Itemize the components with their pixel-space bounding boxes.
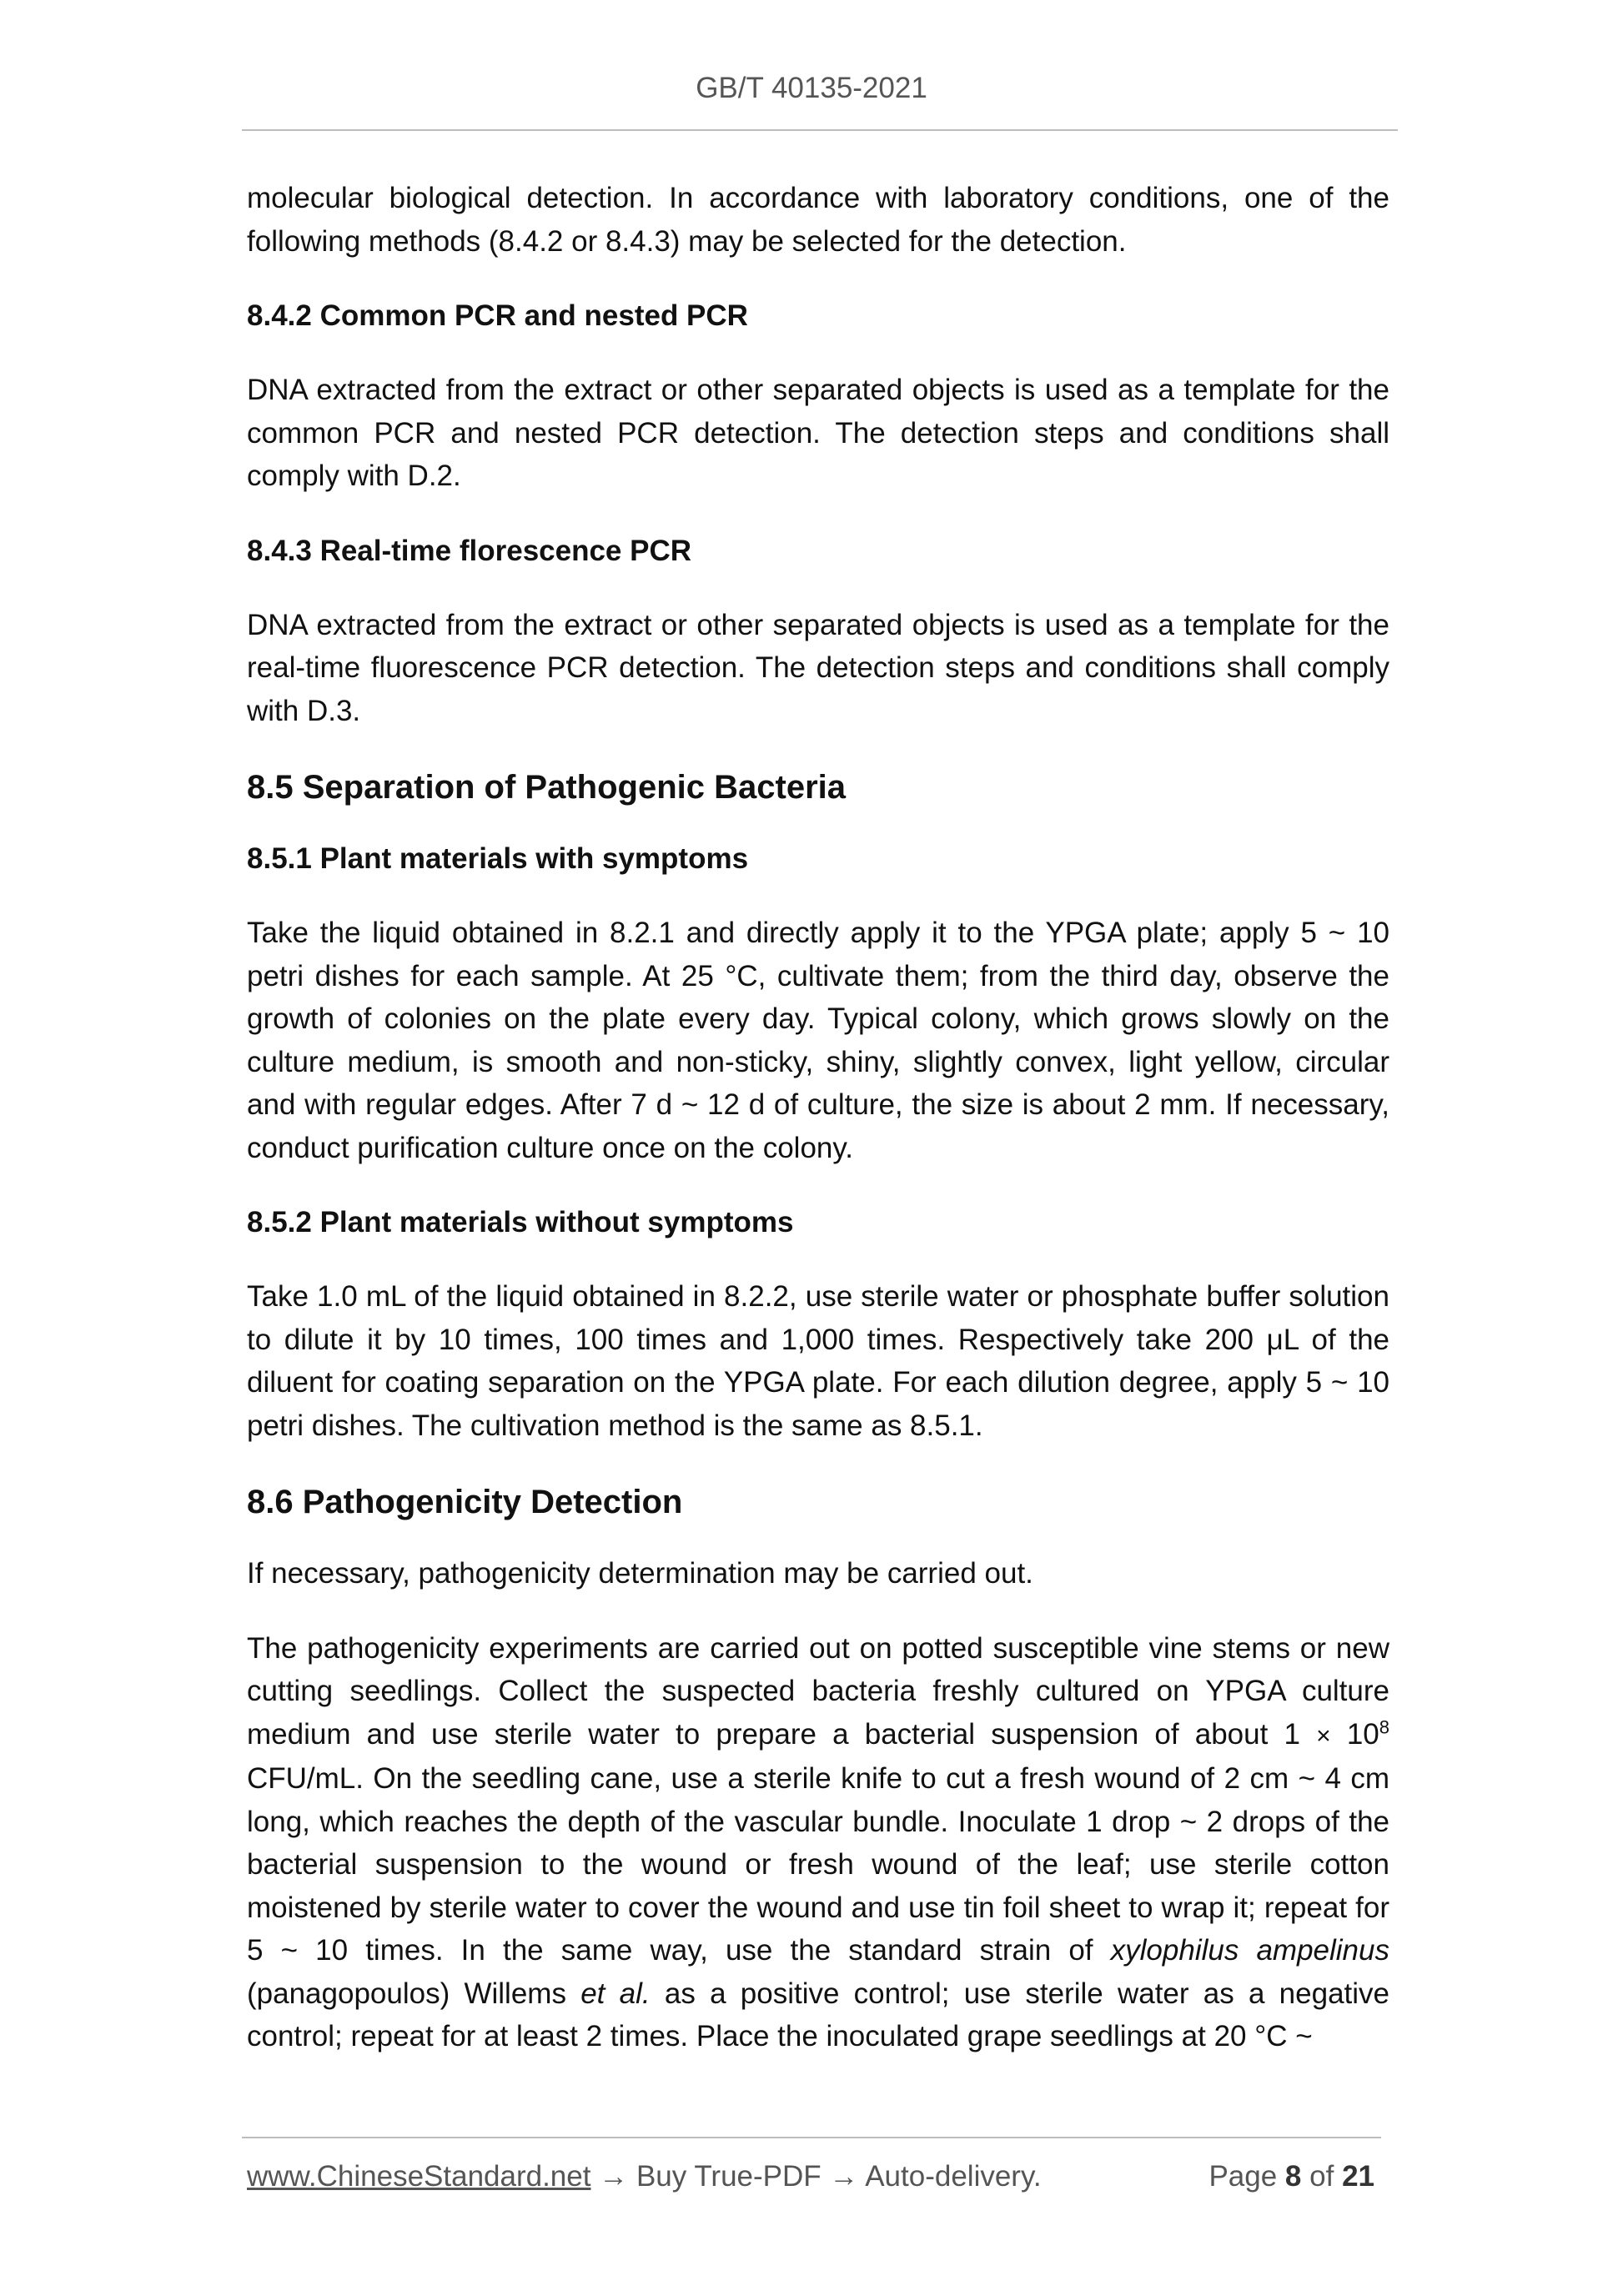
paragraph-8-4-3: DNA extracted from the extract or other separated objects is used as a template for the real-time fluorescence PCR detection. The detection steps and conditions shall comply with D.3. [247,608,1389,727]
method-text-part-3: (panagopoulos) Willems [247,1977,566,2010]
page-indicator [1208,2160,1374,2193]
delivery-text: Auto-delivery. [865,2160,1042,2193]
intro-paragraph: molecular biological detection. In accordance with laboratory conditions, one of the following methods (8.4.2 or 8.4.3) may be selected for the detection. [247,182,1389,258]
page-word: Page [1208,2160,1278,2193]
total-pages-number: 21 [1342,2160,1374,2193]
header-divider [242,129,1398,131]
heading-8-5: 8.5 Separation of Pathogenic Bacteria [247,769,846,806]
heading-8-5-1: 8.5.1 Plant materials with symptoms [247,842,749,875]
document-id: GB/T 40135-2021 [696,72,927,104]
arrow-right-icon: → [599,2160,629,2193]
heading-8-5-2: 8.5.2 Plant materials without symptoms [247,1206,794,1238]
current-page-number: 8 [1284,2160,1302,2193]
species-name: xylophilus ampelinus [1110,1934,1389,1967]
multiplication-sign: × [1316,1721,1331,1750]
footer-divider [242,2137,1381,2138]
method-text-part-1: The pathogenicity experiments are carried out on potted susceptible vine stems or new cutting seedlings. Collect the suspected bacteria freshly cultured on YPGA culture medium and use sterile water to prepare a bacterial suspension of about 1 [247,1631,1389,1751]
of-word: of [1309,2160,1334,2193]
method-text-part-4: as a positive control; use sterile water as a negative control; repeat for at least 2 times. Place the inoculated grape seedlings at 20 °C ~ [247,1977,1390,2052]
paragraph-8-4-2: DNA extracted from the extract or other separated objects is used as a template for the common PCR and nested PCR detection. The detection steps and conditions shall comply with D.2. [247,374,1389,492]
concentration-exponent: 8 [1379,1716,1389,1737]
paragraph-8-6-method [247,1627,1389,2058]
document-header [0,72,1623,105]
heading-8-6: 8.6 Pathogenicity Detection [247,1484,683,1520]
page-footer [247,2160,1381,2193]
page-body [247,177,1389,2090]
website-link[interactable]: www.ChineseStandard.net [247,2160,591,2193]
concentration-base: 10 [1346,1717,1379,1751]
et-al: et al. [580,1977,651,2010]
paragraph-8-6-intro: If necessary, pathogenicity determination may be carried out. [247,1557,1033,1590]
heading-8-4-3: 8.4.3 Real-time florescence PCR [247,534,692,567]
arrow-right-icon: → [829,2160,859,2193]
paragraph-8-5-1: Take the liquid obtained in 8.2.1 and directly apply it to the YPGA plate; apply 5 ~ 10 petri dishes for each sample. At 25 °C, cultivate them; from the third day, observe the growth of colonies on the plate every day. Typical colony, which grows slowly on the culture medium, is smooth and non-sticky, shiny, slightly convex, light yellow, circular and with regular edges. After 7 d ~ 12 d of culture, the size is about 2 mm. If necessary, conduct purification culture once on the colony. [247,917,1389,1164]
method-text-part-2: CFU/mL. On the seedling cane, use a sterile knife to cut a fresh wound of 2 cm ~ 4 cm long, which reaches the depth of the vascular bundle. Inoculate 1 drop ~ 2 drops of the bacterial suspension to the wound or fresh wound of the leaf; use sterile cotton moistened by sterile water to cover the wound and use tin foil sheet to wrap it; repeat for 5 ~ 10 times. In the same way, use the standard strain of [247,1762,1389,1967]
buy-text: Buy True-PDF [636,2160,822,2193]
heading-8-4-2: 8.4.2 Common PCR and nested PCR [247,299,748,332]
paragraph-8-5-2: Take 1.0 mL of the liquid obtained in 8.2.2, use sterile water or phosphate buffer solution to dilute it by 10 times, 100 times and 1,000 times. Respectively take 200 μL of the diluent for coating separation on the YPGA plate. For each dilution degree, apply 5 ~ 10 petri dishes. The cultivation method is the same as 8.5.1. [247,1280,1389,1442]
